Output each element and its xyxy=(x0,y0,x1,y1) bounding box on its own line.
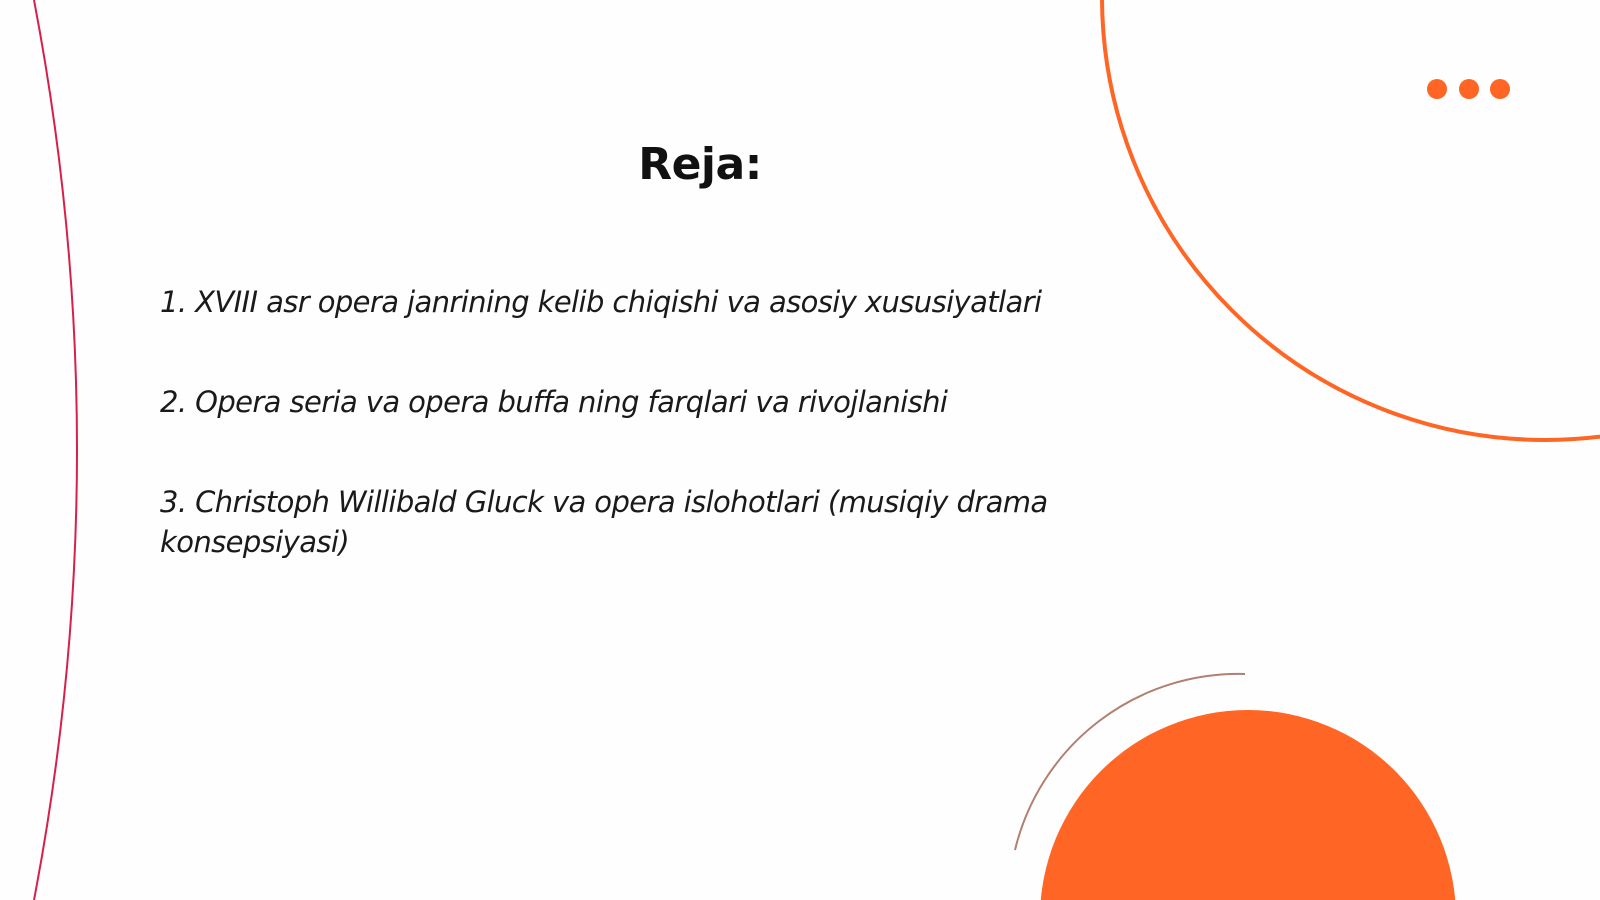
plan-item: 2. Opera seria va opera buffa ning farqlari va rivojlanishi xyxy=(160,385,948,419)
solid-orange-circle xyxy=(1040,710,1456,900)
more-dots-icon xyxy=(1427,79,1510,99)
left-curve xyxy=(34,0,77,900)
slide-title: Reja: xyxy=(638,139,762,190)
plan-item: 3. Christoph Willibald Gluck va opera islohotlari (musiqiy drama konsepsiyasi) xyxy=(160,485,1048,559)
large-orange-ring xyxy=(1102,0,1600,440)
plan-list xyxy=(160,282,1120,622)
plan-item: 1. XVIII asr opera janrining kelib chiqishi va asosiy xususiyatlari xyxy=(160,285,1042,319)
